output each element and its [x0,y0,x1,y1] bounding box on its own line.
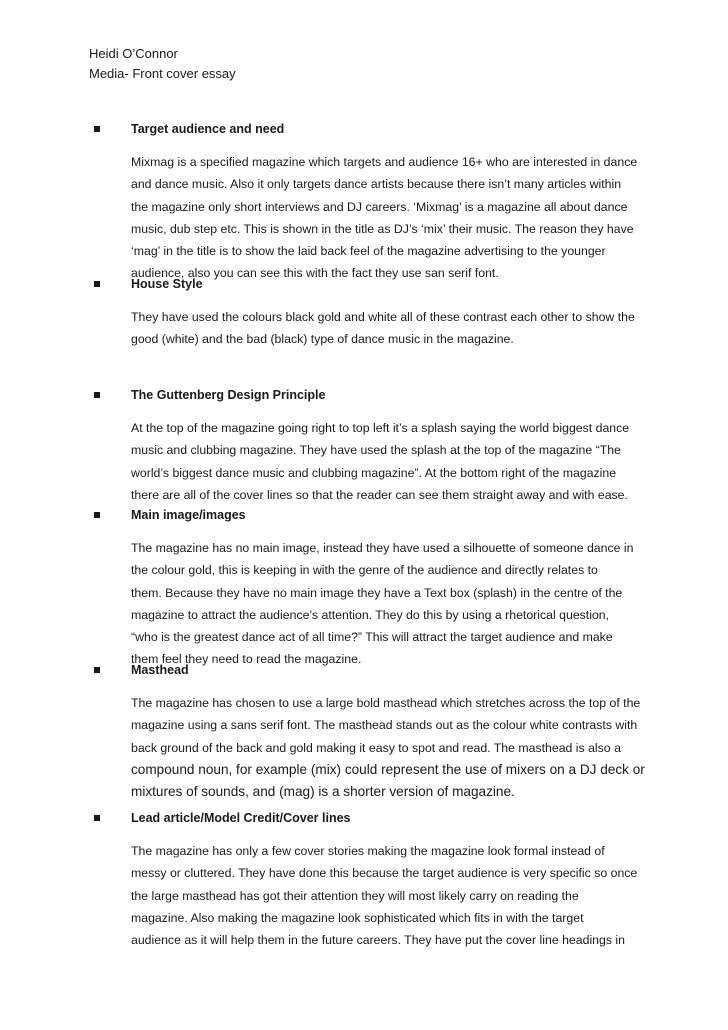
section-target-audience [94,119,654,285]
body-line: the magazine only short interviews and DJ careers. ‘Mixmag’ is a magazine all about dance [131,199,628,214]
document-subject: Media- Front cover essay [89,66,236,81]
section-body [131,537,654,671]
body-line: good (white) and the bad (black) type of dance music in the magazine. [131,332,514,347]
body-line: At the top of the magazine going right to top left it’s a splash saying the world biggest dance [131,421,630,435]
body-line: “who is the greatest dance act of all time?” This will attract the target audience and make [131,630,613,645]
author-name: Heidi O’Connor [89,46,178,61]
bullet-icon [94,667,100,673]
section-body [131,306,654,351]
section-heading: Main image/images [131,508,246,522]
body-line: audience as it will help them in the future careers. They have put the cover line headings in [131,933,625,948]
body-line: mixtures of sounds, and (mag) is a shorter version of magazine. [131,784,515,800]
body-line: audience, also you can see this with the fact they use san serif font. [131,266,499,281]
body-line: The magazine has no main image, instead they have used a silhouette of someone dance in [131,541,634,555]
body-line: the large masthead has got their attention they will most likely carry on reading the [131,888,579,903]
body-line: compound noun, for example (mix) could represent the use of mixers on a DJ deck or [131,761,645,777]
bullet-icon [94,512,100,518]
section-heading: Target audience and need [131,122,285,136]
body-line: world’s biggest dance music and clubbing magazine”. At the bottom right of the magazine [131,465,617,480]
section-heading: The Guttenberg Design Principle [131,388,326,402]
body-line: music, dub step etc. This is shown in the title as DJ’s ‘mix’ their music. The reason they have [131,221,634,236]
body-line: them. Because they have no main image they have a Text box (splash) in the centre of the [131,585,623,600]
body-line: there are all of the cover lines so that the reader can see them straight away and with ease. [131,487,628,502]
section-body [131,417,654,506]
bullet-icon [94,126,100,132]
bullet-icon [94,815,100,821]
body-line: The magazine has only a few cover stories making the magazine look formal instead of [131,844,605,858]
body-line: the colour gold, this is keeping in with the genre of the audience and directly relates to [131,563,598,578]
section-body [131,151,654,285]
body-line: magazine. Also making the magazine look sophisticated which fits in with the target [131,910,584,925]
section-heading: House Style [131,277,203,291]
body-line: They have used the colours black gold and white all of these contrast each other to show the [131,310,635,324]
section-main-image [94,505,654,671]
section-guttenberg [94,385,654,506]
section-lead-article [94,808,654,951]
section-heading: Lead article/Model Credit/Cover lines [131,811,351,825]
section-house-style [94,274,654,351]
body-line: The magazine has chosen to use a large bold masthead which stretches across the top of the [131,696,641,710]
section-body [131,692,654,803]
body-line: Mixmag is a specified magazine which targets and audience 16+ who are interested in dance [131,155,638,169]
body-line: them feel they need to read the magazine. [131,652,362,667]
bullet-icon [94,392,100,398]
document-header [89,44,236,84]
body-line: magazine to attract the audience’s attention. They do this by using a rhetorical question, [131,607,610,622]
body-line: messy or cluttered. They have done this because the target audience is very specific so once [131,866,638,881]
body-line: back ground of the back and gold making it easy to spot and read. The masthead is also a [131,740,621,755]
section-masthead [94,660,654,803]
section-body [131,840,654,951]
body-line: and dance music. Also it only targets dance artists because there isn’t many articles within [131,177,622,192]
body-line: music and clubbing magazine. They have used the splash at the top of the magazine “The [131,443,621,458]
section-heading: Masthead [131,663,189,677]
body-line: ‘mag’ in the title is to show the laid back feel of the magazine advertising to the younger [131,244,606,259]
body-line: magazine using a sans serif font. The masthead stands out as the colour white contrasts with [131,718,638,733]
bullet-icon [94,281,100,287]
